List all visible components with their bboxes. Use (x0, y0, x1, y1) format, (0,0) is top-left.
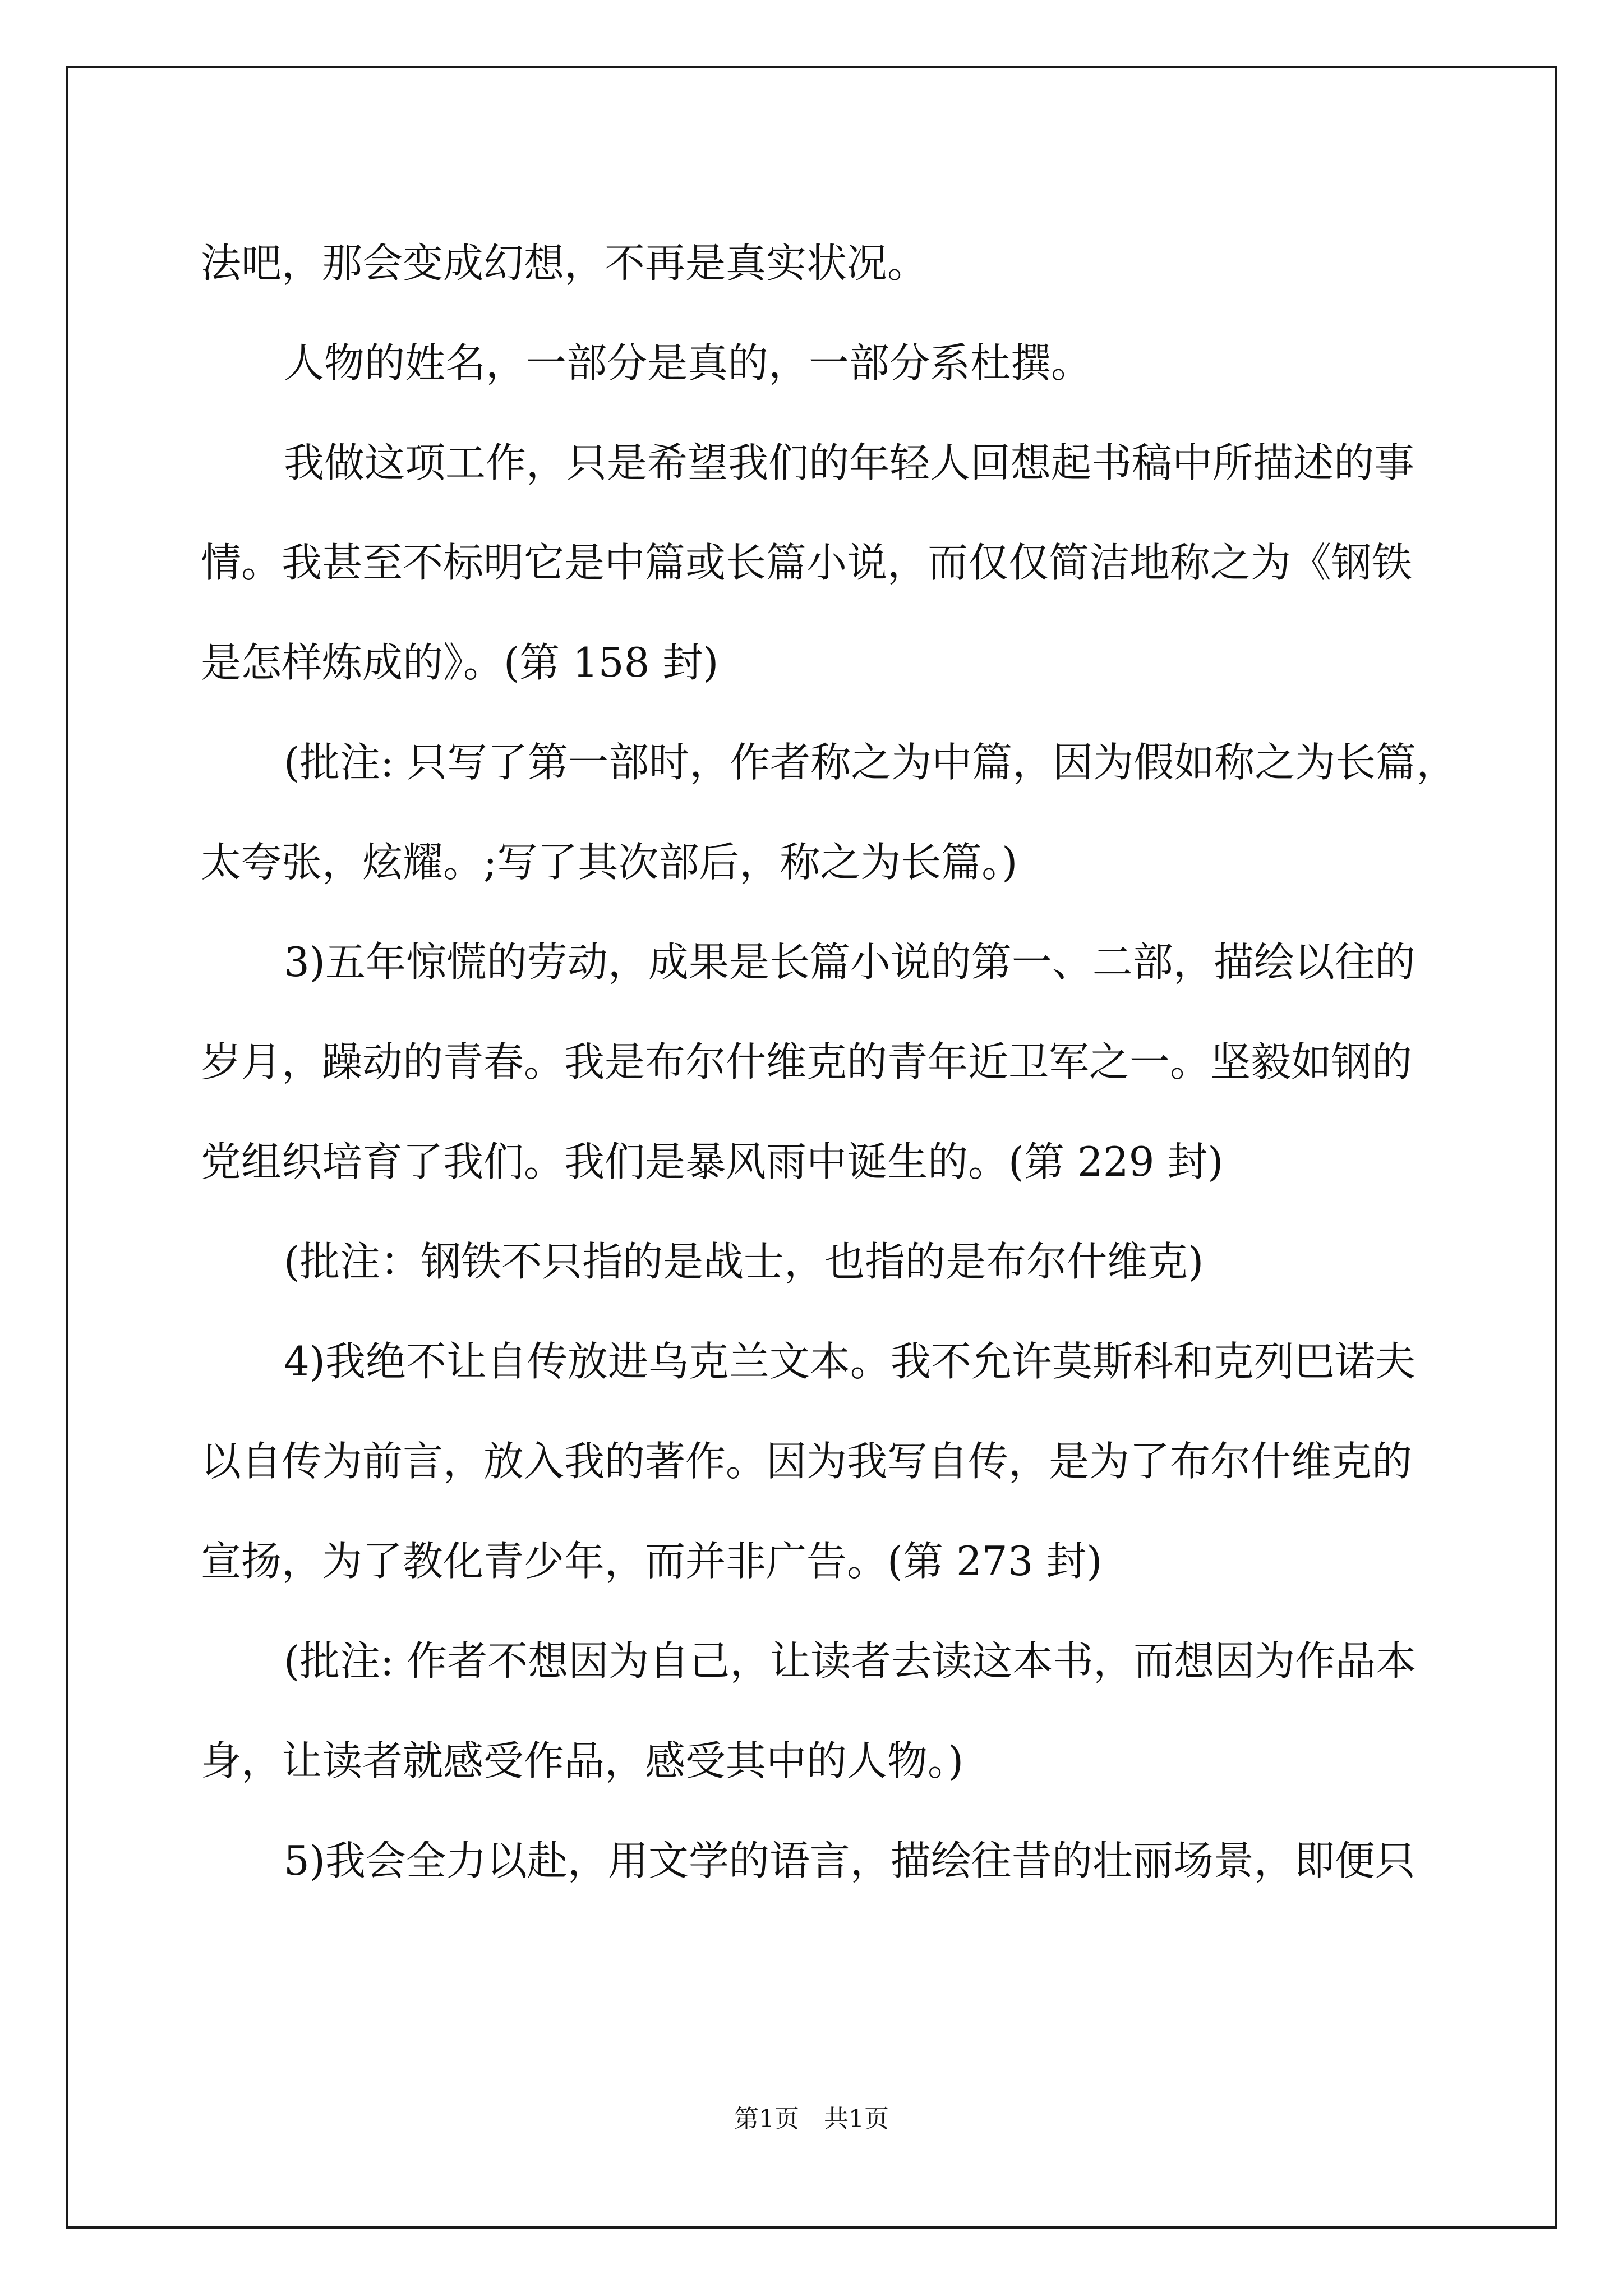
annotation-line-2: 太夸张，炫耀。;写了其次部后，称之为长篇。) (201, 839, 1018, 886)
text-line-9: 岁月，躁动的青春。我是布尔什维克的青年近卫军之一。坚毅如钢的 (201, 1038, 1413, 1085)
annotation-line-1: (批注: 只写了第一部时，作者称之为中篇，因为假如称之为长篇， (284, 739, 1457, 786)
annotation-line-3: (批注：钢铁不只指的是战士，也指的是布尔什维克) (284, 1238, 1204, 1285)
text-line-1: 法吧，那会变成幻想，不再是真实状况。 (201, 240, 928, 287)
page-number: 第1页 共1页 (734, 2105, 889, 2133)
text-line-4: 情。我甚至不标明它是中篇或长篇小说，而仅仅简洁地称之为《钢铁 (201, 539, 1413, 586)
text-line-17: 5)我会全力以赴，用文学的语言，描绘往昔的壮丽场景，即便只 (284, 1837, 1415, 1884)
annotation-line-5: 身，让读者就感受作品，感受其中的人物。) (201, 1737, 964, 1784)
text-line-3: 我做这项工作，只是希望我们的年轻人回想起书稿中所描述的事 (284, 439, 1415, 486)
text-line-13: 以自传为前言，放入我的著作。因为我写自传，是为了布尔什维克的 (201, 1438, 1413, 1485)
document-body (201, 213, 1457, 1911)
text-line-2: 人物的姓名，一部分是真的，一部分系杜撰。 (284, 339, 1092, 386)
annotation-line-4: (批注: 作者不想因为自己，让读者去读这本书，而想因为作品本 (284, 1637, 1417, 1685)
text-line-5: 是怎样炼成的》。(第 158 封) (201, 639, 719, 686)
text-line-10: 党组织培育了我们。我们是暴风雨中诞生的。(第 229 封) (201, 1138, 1224, 1185)
text-line-8: 3)五年惊慌的劳动，成果是长篇小说的第一、二部，描绘以往的 (284, 938, 1415, 986)
text-line-12: 4)我绝不让自传放进乌克兰文本。我不允许莫斯科和克列巴诺夫 (284, 1338, 1415, 1385)
text-line-14: 宣扬，为了教化青少年，而并非广告。(第 273 封) (201, 1538, 1103, 1585)
